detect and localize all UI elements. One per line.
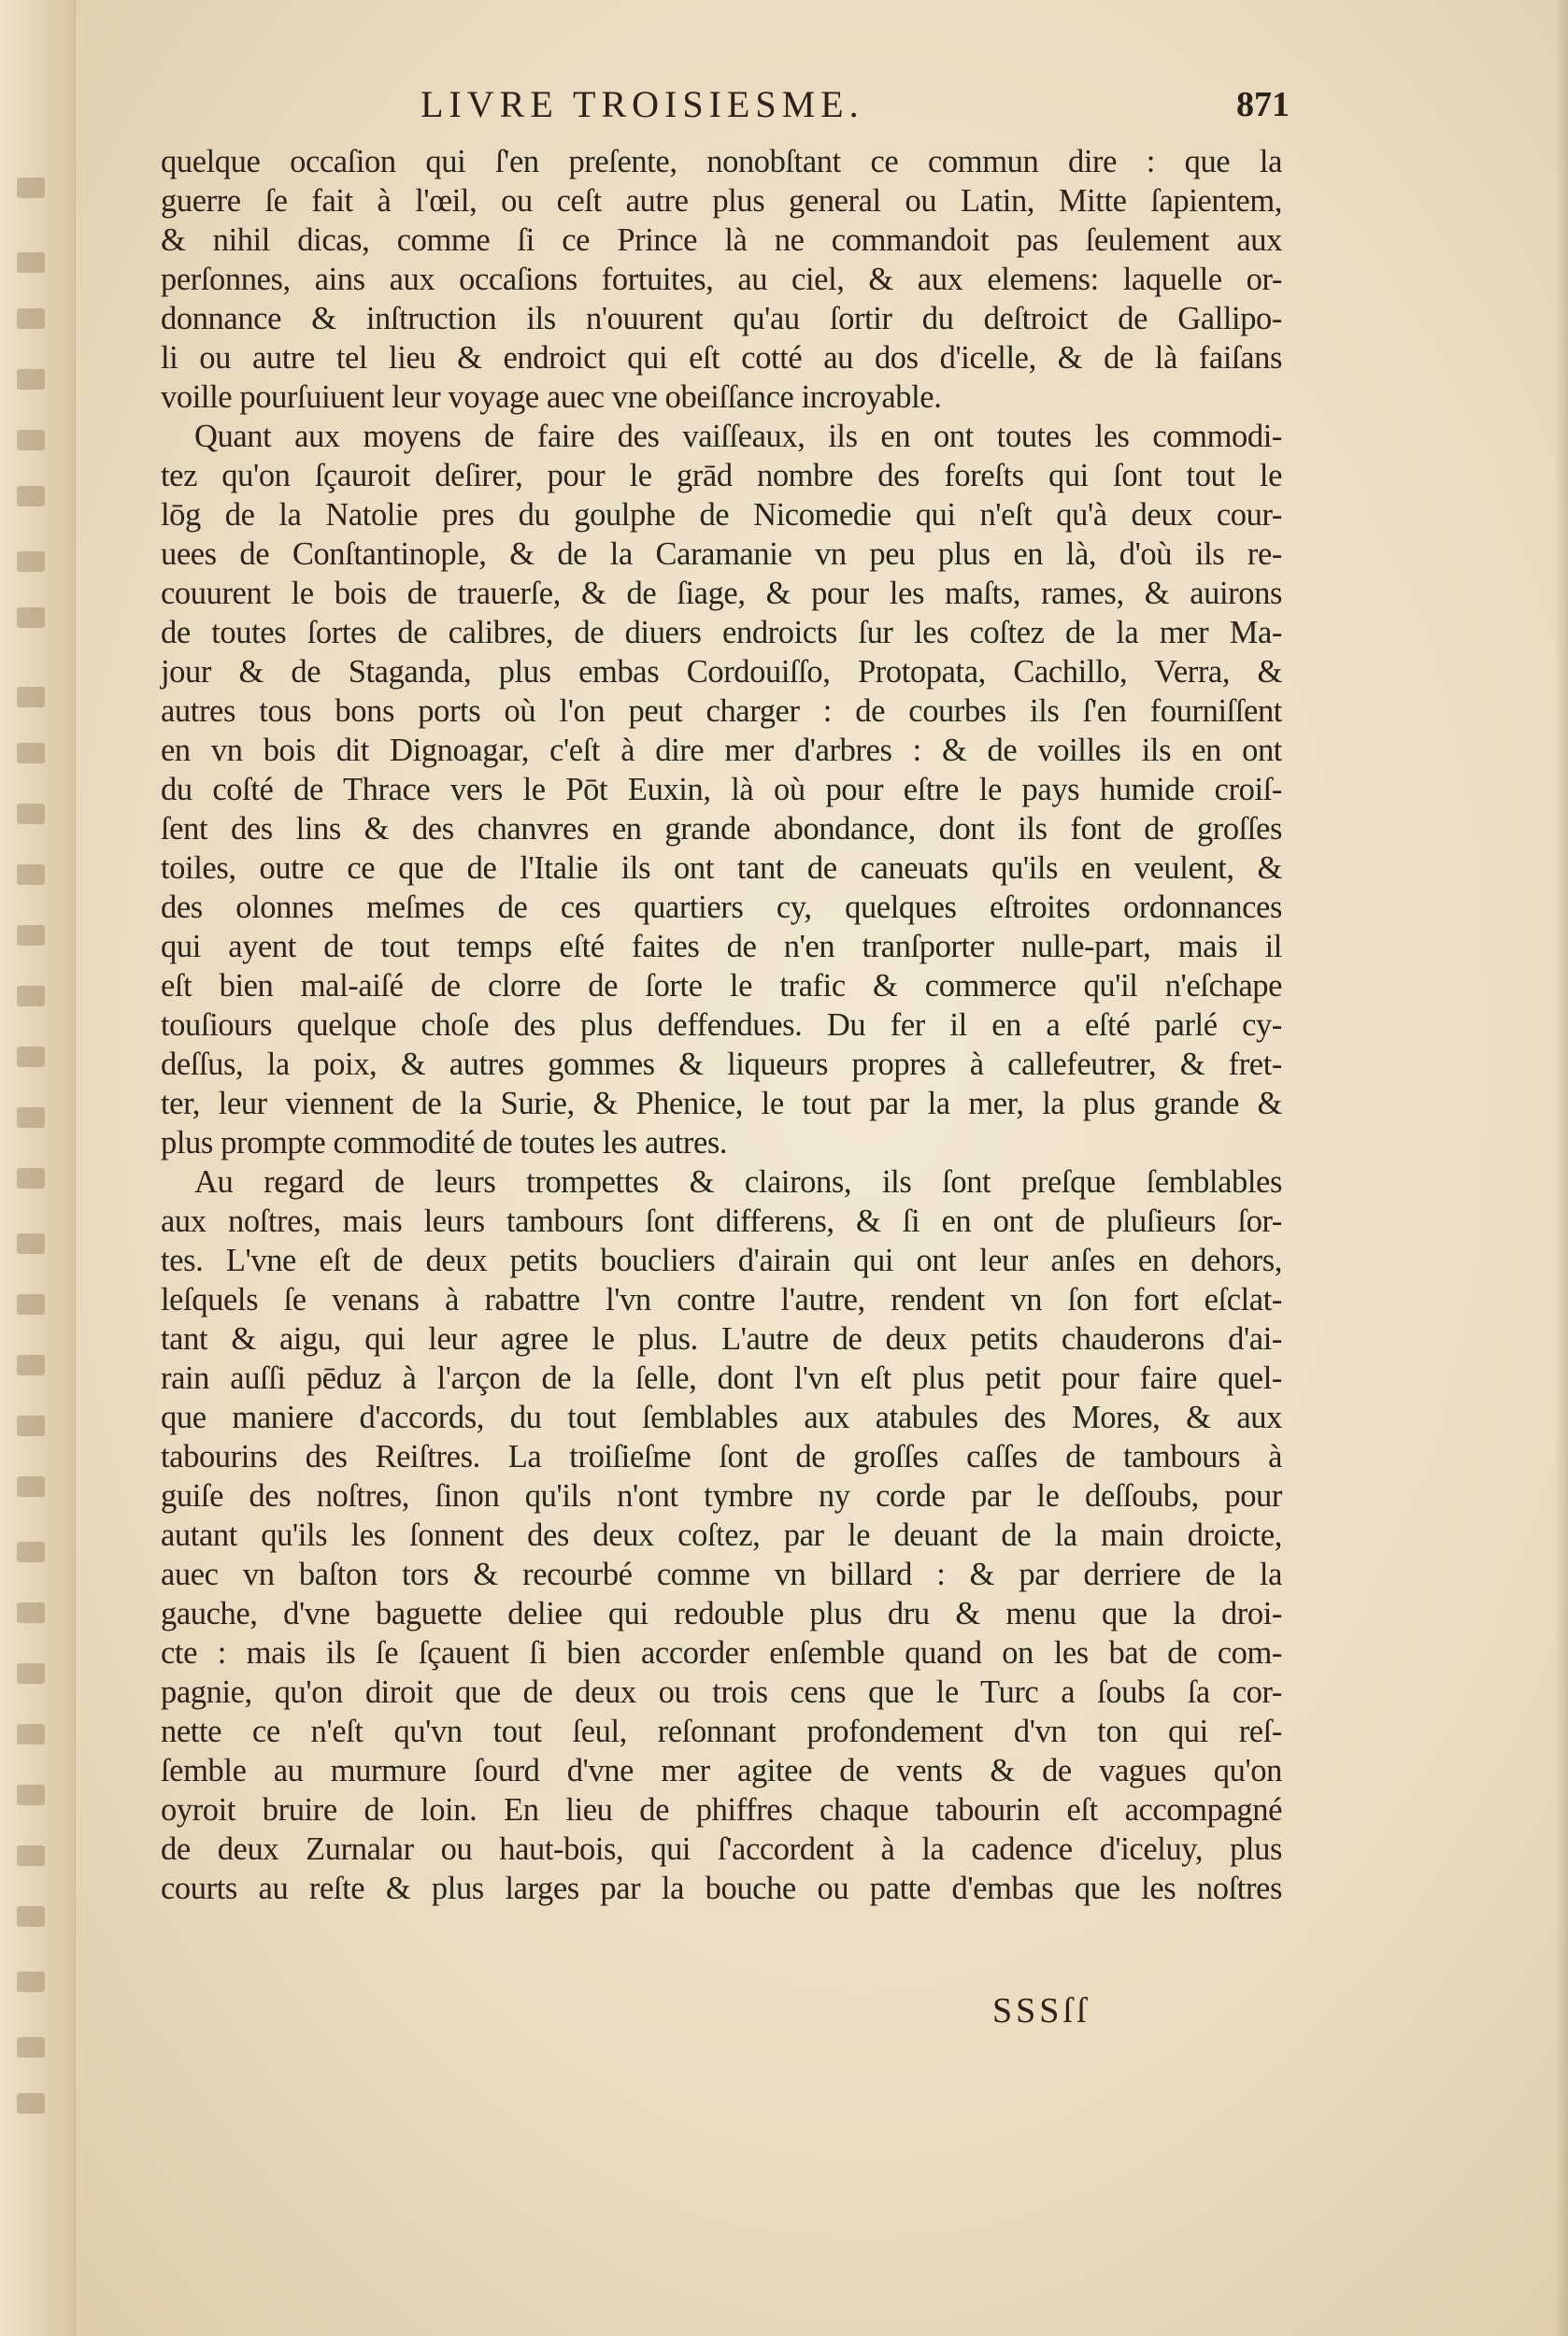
body-text [161,142,1282,1908]
text-line: toiles, outre ce que de l'Italie ils ont tant de caneuats qu'ils en veulent, & [161,850,1282,886]
text-line: du coſté de Thrace vers le Pōt Euxin, là où pour eſtre le pays humide croiſ- [161,772,1282,807]
gutter-bleed-mark [17,369,45,390]
gutter-bleed-mark [17,1476,45,1497]
gutter-bleed-mark [17,1233,45,1254]
text-line: courts au reſte & plus larges par la bouche ou patte d'embas que les noſtres [161,1871,1282,1906]
text-line: que maniere d'accords, du tout ſemblables aux atabules des Mores, & aux [161,1400,1282,1435]
text-line: tabourins des Reiſtres. La troiſieſme ſont de groſſes caſſes de tambours à [161,1439,1282,1474]
text-line: perſonnes, ains aux occaſions fortuites, au ciel, & aux elemens: laquelle or- [161,262,1282,297]
text-line: ſent des lins & des chanvres en grande abondance, dont ils font de groſſes [161,811,1282,847]
gutter-bleed-mark [17,1416,45,1436]
gutter-bleed-mark [17,1845,45,1866]
text-line: Au regard de leurs trompettes & clairons, ils ſont preſque ſemblables [194,1164,1282,1200]
text-line: rain auſſi pēduz à l'arçon de la ſelle, dont l'vn eſt plus petit pour faire quel- [161,1360,1282,1396]
gutter-bleed-mark [17,1294,45,1315]
text-line: de deux Zurnalar ou haut-bois, qui ſ'accordent à la cadence d'iceluy, plus [161,1831,1282,1867]
text-line: touſiours quelque choſe des plus deffendues. Du fer il en a eſté parlé cy- [161,1007,1282,1043]
text-line: ſemble au murmure ſourd d'vne mer agitee de vents & de vagues qu'on [161,1753,1282,1788]
page-edge-shadow [1555,0,1568,2336]
gutter-bleed-mark [17,1107,45,1128]
gutter-bleed-mark [17,1168,45,1189]
text-line: deſſus, la poix, & autres gommes & liqueurs propres à callefeutrer, & fret- [161,1047,1282,1082]
gutter-bleed-mark [17,486,45,506]
text-line: aux noſtres, mais leurs tambours ſont differens, & ſi en ont de pluſieurs ſor- [161,1204,1282,1239]
text-line: guiſe des noſtres, ſinon qu'ils n'ont tymbre ny corde par le deſſoubs, pour [161,1478,1282,1514]
gutter-bleed-mark [17,1663,45,1684]
text-line: qui ayent de tout temps eſté faites de n'en tranſporter nulle-part, mais il [161,929,1282,964]
gutter-bleed-mark [17,687,45,707]
gutter-bleed-mark [17,925,45,946]
gutter-bleed-mark [17,1542,45,1562]
text-line: plus prompte commodité de toutes les autres. [161,1125,728,1161]
text-line: auec vn baſton tors & recourbé comme vn billard : & par derriere de la [161,1557,1282,1592]
text-line: cte : mais ils ſe ſçauent ſi bien accorder enſemble quand on les bat de com- [161,1635,1282,1671]
page-header [168,82,1290,138]
text-line: tez qu'on ſçauroit deſirer, pour le grād nombre des foreſts qui ſont tout le [161,458,1282,493]
text-line: ter, leur viennent de la Surie, & Phenice, le tout par la mer, la plus grande & [161,1086,1282,1121]
gutter-bleed-mark [17,804,45,824]
gutter-bleed-mark [17,1972,45,1992]
gutter-bleed-mark [17,178,45,198]
text-line: donnance & inſtruction ils n'ouurent qu'au ſortir du deſtroict de Gallipo- [161,301,1282,336]
running-title: LIVRE TROISIESME. [421,83,864,125]
text-line: des olonnes meſmes de ces quartiers cy, quelques eſtroites ordonnances [161,890,1282,925]
gutter-bleed-mark [17,308,45,329]
text-line: tant & aigu, qui leur agree le plus. L'autre de deux petits chauderons d'ai- [161,1321,1282,1357]
text-line: autant qu'ils les ſonnent des deux coſtez, par le deuant de la main droicte, [161,1517,1282,1553]
text-line: guerre ſe fait à l'œil, ou ceſt autre plus general ou Latin, Mitte ſapientem, [161,183,1282,219]
text-line: eſt bien mal-aiſé de clorre de ſorte le trafic & commerce qu'il n'eſchape [161,968,1282,1004]
text-line: li ou autre tel lieu & endroict qui eſt cotté au dos d'icelle, & de là faiſans [161,340,1282,376]
gutter-bleed-mark [17,607,45,628]
gutter-bleed-mark [17,1906,45,1927]
text-line: uees de Conſtantinople, & de la Caramanie vn peu plus en là, d'où ils re- [161,536,1282,572]
text-line: jour & de Staganda, plus embas Cordouiſſo, Protopata, Cachillo, Verra, & [161,654,1282,690]
gutter-bleed-mark [17,743,45,763]
text-line: couurent le bois de trauerſe, & de ſiage, & pour les maſts, rames, & auirons [161,576,1282,611]
text-line: leſquels ſe venans à rabattre l'vn contre l'autre, rendent vn ſon fort eſclat- [161,1282,1282,1318]
signature-mark: SSSſſ [992,1991,1090,2030]
gutter-bleed-mark [17,1724,45,1745]
text-line: Quant aux moyens de faire des vaiſſeaux, ils en ont toutes les commodi- [194,419,1282,454]
page-number: 871 [1236,85,1290,124]
text-line: lōg de la Natolie pres du goulphe de Nicomedie qui n'eſt qu'à deux cour- [161,497,1282,533]
text-line: tes. L'vne eſt de deux petits boucliers d'airain qui ont leur anſes en dehors, [161,1243,1282,1278]
text-line: & nihil dicas, comme ſi ce Prince là ne commandoit pas ſeulement aux [161,222,1282,258]
gutter-bleed-mark [17,1785,45,1805]
text-line: de toutes ſortes de calibres, de diuers endroicts ſur les coſtez de la mer Ma- [161,615,1282,650]
gutter-bleed-mark [17,2037,45,2058]
binding-gutter [0,0,76,2336]
text-line: quelque occaſion qui ſ'en preſente, nonobſtant ce commun dire : que la [161,144,1282,179]
text-line: en vn bois dit Dignoagar, c'eſt à dire mer d'arbres : & de voilles ils en ont [161,733,1282,768]
text-line: pagnie, qu'on diroit que de deux ou trois cens que le Turc a ſoubs ſa cor- [161,1674,1282,1710]
gutter-bleed-mark [17,551,45,572]
gutter-bleed-mark [17,1047,45,1067]
gutter-bleed-mark [17,986,45,1006]
gutter-bleed-mark [17,252,45,273]
text-line: voille pourſuiuent leur voyage auec vne obeiſſance incroyable. [161,379,942,415]
gutter-bleed-mark [17,1602,45,1623]
text-line: gauche, d'vne baguette deliee qui redouble plus dru & menu que la droi- [161,1596,1282,1631]
text-line: oyroit bruire de loin. En lieu de phiffres chaque tabourin eſt accompagné [161,1792,1282,1828]
gutter-bleed-mark [17,1355,45,1375]
text-line: nette ce n'eſt qu'vn tout ſeul, reſonnant profondement d'vn ton qui reſ- [161,1714,1282,1749]
gutter-bleed-mark [17,864,45,885]
gutter-bleed-mark [17,430,45,450]
text-line: autres tous bons ports où l'on peut charger : de courbes ils ſ'en fourniſſent [161,693,1282,729]
gutter-bleed-mark [17,2093,45,2114]
